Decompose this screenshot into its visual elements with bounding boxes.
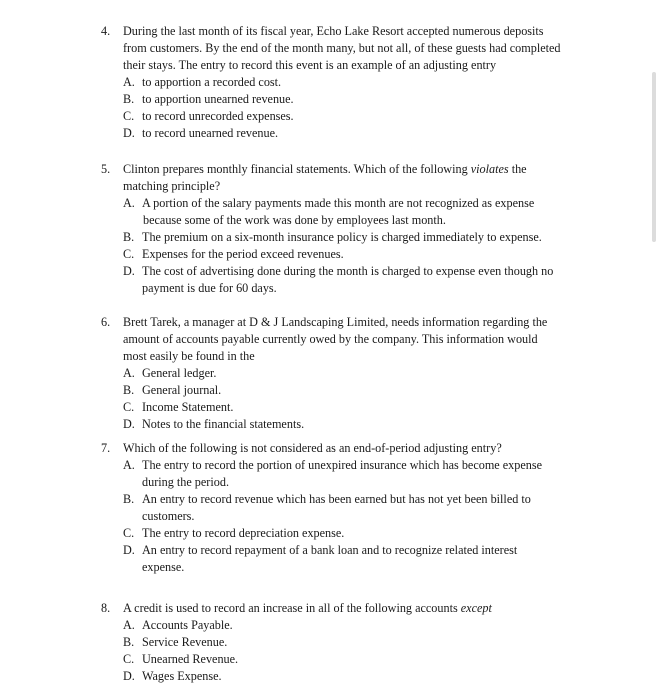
option-a: A. to apportion a recorded cost.	[123, 75, 282, 89]
option-b: B. The premium on a six-month insurance policy is charged immediately to expense.	[123, 230, 542, 244]
option-b: B. Service Revenue.	[123, 635, 228, 649]
question-7	[101, 440, 603, 576]
question-6	[101, 314, 603, 433]
option-c: C. Unearned Revenue.	[123, 652, 239, 666]
option-c: C. Income Statement.	[123, 400, 234, 414]
option-d: D. Notes to the financial statements.	[123, 417, 305, 431]
option-c: C. The entry to record depreciation expense.	[123, 526, 345, 540]
option-b: B. to apportion unearned revenue.	[123, 92, 294, 106]
option-a: A. Accounts Payable.	[123, 618, 233, 632]
emphasized-word: except	[460, 601, 492, 615]
option-a: A. General ledger.	[123, 366, 217, 380]
option-c: C. Expenses for the period exceed revenues.	[123, 247, 344, 261]
scrollbar[interactable]	[652, 72, 656, 242]
option-c: C. to record unrecorded expenses.	[123, 109, 294, 123]
question-stem: Brett Tarek, a manager at D & J Landscaping Limited, needs information regarding the amount of accounts payable currently owed by the company. This information would most easily be found in the	[123, 315, 548, 363]
emphasized-word: violates	[470, 162, 509, 176]
option-d: D. to record unearned revenue.	[123, 126, 279, 140]
question-number: 4.	[101, 24, 111, 38]
option-b: B. An entry to record revenue which has been earned but has not yet been billed to customers.	[123, 492, 531, 523]
question-stem: During the last month of its fiscal year, Echo Lake Resort accepted numerous deposits from customers. By the end of the month many, but not all, of these guests had completed their stays. The entry to record this event is an example of an adjusting entry	[123, 24, 561, 72]
question-stem: A credit is used to record an increase in all of the following accounts except	[123, 601, 492, 615]
question-stem: Clinton prepares monthly financial statements. Which of the following violates the matching principle?	[123, 162, 527, 193]
question-number: 8.	[101, 601, 111, 615]
question-stem: Which of the following is not considered as an end-of-period adjusting entry?	[123, 441, 502, 455]
question-number: 5.	[101, 162, 111, 176]
option-b: B. General journal.	[123, 383, 222, 397]
question-5	[101, 161, 603, 297]
question-8	[101, 600, 603, 685]
question-number: 7.	[101, 441, 111, 455]
question-4	[101, 23, 603, 142]
option-d: D. Wages Expense.	[123, 669, 222, 683]
option-d: D. The cost of advertising done during the month is charged to expense even though no payment is due for 60 days.	[123, 264, 554, 295]
question-number: 6.	[101, 315, 111, 329]
option-a: A. The entry to record the portion of unexpired insurance which has become expense during the period.	[123, 458, 543, 489]
option-a: A. A portion of the salary payments made this month are not recognized as expense because some of the work was done by employees last month.	[123, 196, 535, 227]
option-d: D. An entry to record repayment of a bank loan and to recognize related interest expense.	[123, 543, 518, 574]
